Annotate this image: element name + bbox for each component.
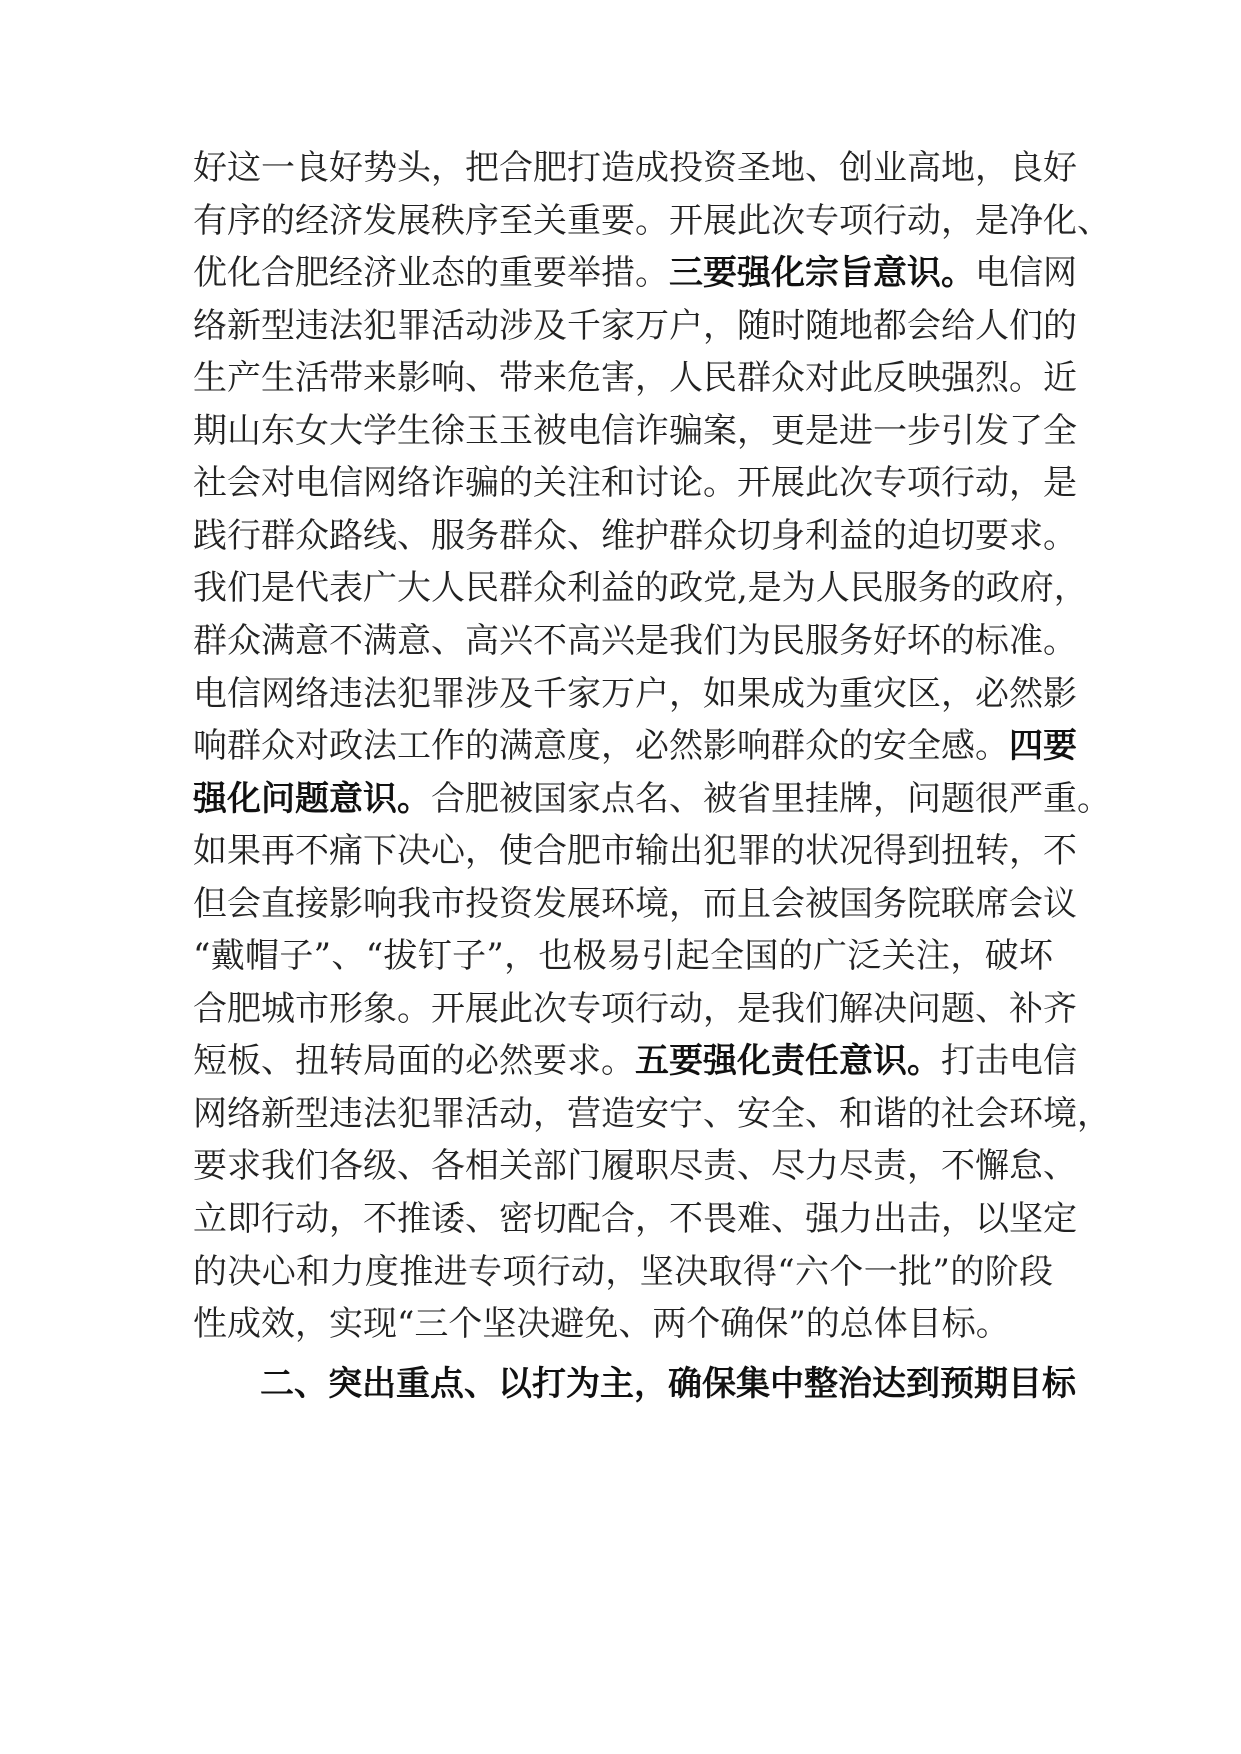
text-line	[193, 514, 1077, 558]
text-line	[193, 1039, 1077, 1083]
text-line	[193, 1250, 1053, 1294]
text-run: 打击电信	[941, 1041, 1077, 1081]
section-heading: 二、突出重点、以打为主，确保集中整治达到预期目标	[260, 1364, 1076, 1404]
text-run: 的决心和力度推进专项行动，坚决取得“六个一批”的阶段	[193, 1252, 1053, 1292]
text-run: 优化合肥经济业态的重要举措。	[193, 253, 669, 293]
text-line	[193, 304, 1077, 348]
text-run: 但会直接影响我市投资发展环境，而且会被国务院联席会议	[193, 884, 1077, 924]
text-line	[193, 1197, 1077, 1241]
bold-phrase: 五要强化责任意识。	[635, 1041, 941, 1081]
text-line	[193, 1144, 1077, 1188]
text-run: 合肥被国家点名、被省里挂牌，问题很严重。	[431, 779, 1111, 819]
bold-phrase: 四要	[1009, 726, 1077, 766]
text-line	[193, 409, 1077, 453]
text-run: 电信网	[975, 253, 1077, 293]
text-line	[193, 777, 1111, 821]
text-line	[193, 934, 1053, 978]
text-line	[193, 724, 1077, 768]
text-run: 网络新型违法犯罪活动，营造安宁、安全、和谐的社会环境，	[193, 1094, 1111, 1134]
text-line	[193, 356, 1077, 400]
text-run: 我们是代表广大人民群众利益的政党,是为人民服务的政府，	[193, 568, 1088, 608]
text-line	[193, 672, 1077, 716]
text-line	[193, 251, 1077, 295]
text-run: 社会对电信网络诈骗的关注和讨论。开展此次专项行动，是	[193, 463, 1077, 503]
text-run: 合肥城市形象。开展此次专项行动，是我们解决问题、补齐	[193, 989, 1077, 1029]
text-run: 性成效，实现“三个坚决避免、两个确保”的总体目标。	[193, 1304, 1010, 1344]
text-run: 电信网络违法犯罪涉及千家万户，如果成为重灾区，必然影	[193, 674, 1077, 714]
bold-phrase: 三要强化宗旨意识。	[669, 253, 975, 293]
text-run: 期山东女大学生徐玉玉被电信诈骗案，更是进一步引发了全	[193, 411, 1077, 451]
text-line	[193, 199, 1111, 243]
text-run: 响群众对政法工作的满意度，必然影响群众的安全感。	[193, 726, 1009, 766]
text-run: 络新型违法犯罪活动涉及千家万户，随时随地都会给人们的	[193, 306, 1077, 346]
text-line	[193, 882, 1077, 926]
text-run: 生产生活带来影响、带来危害，人民群众对此反映强烈。近	[193, 358, 1077, 398]
text-run: 群众满意不满意、高兴不高兴是我们为民服务好坏的标准。	[193, 621, 1077, 661]
text-line	[193, 829, 1077, 873]
text-line	[193, 566, 1088, 610]
text-run: 立即行动，不推诿、密切配合，不畏难、强力出击，以坚定	[193, 1199, 1077, 1239]
text-line	[193, 987, 1077, 1031]
text-line	[193, 1302, 1053, 1346]
text-run: 如果再不痛下决心，使合肥市输出犯罪的状况得到扭转，不	[193, 831, 1077, 871]
text-line	[193, 461, 1077, 505]
text-line	[193, 1092, 1111, 1136]
text-run: 有序的经济发展秩序至关重要。开展此次专项行动，是净化、	[193, 201, 1111, 241]
text-run: 好这一良好势头，把合肥打造成投资圣地、创业高地，良好	[193, 148, 1077, 188]
text-line	[193, 619, 1077, 663]
text-run: 要求我们各级、各相关部门履职尽责、尽力尽责，不懈怠、	[193, 1146, 1077, 1186]
bold-phrase: 强化问题意识。	[193, 779, 431, 819]
text-line	[193, 146, 1077, 190]
text-run: “戴帽子”、“拔钉子”，也极易引起全国的广泛关注，破坏	[193, 936, 1053, 976]
text-run: 短板、扭转局面的必然要求。	[193, 1041, 635, 1081]
text-run: 践行群众路线、服务群众、维护群众切身利益的迫切要求。	[193, 516, 1077, 556]
